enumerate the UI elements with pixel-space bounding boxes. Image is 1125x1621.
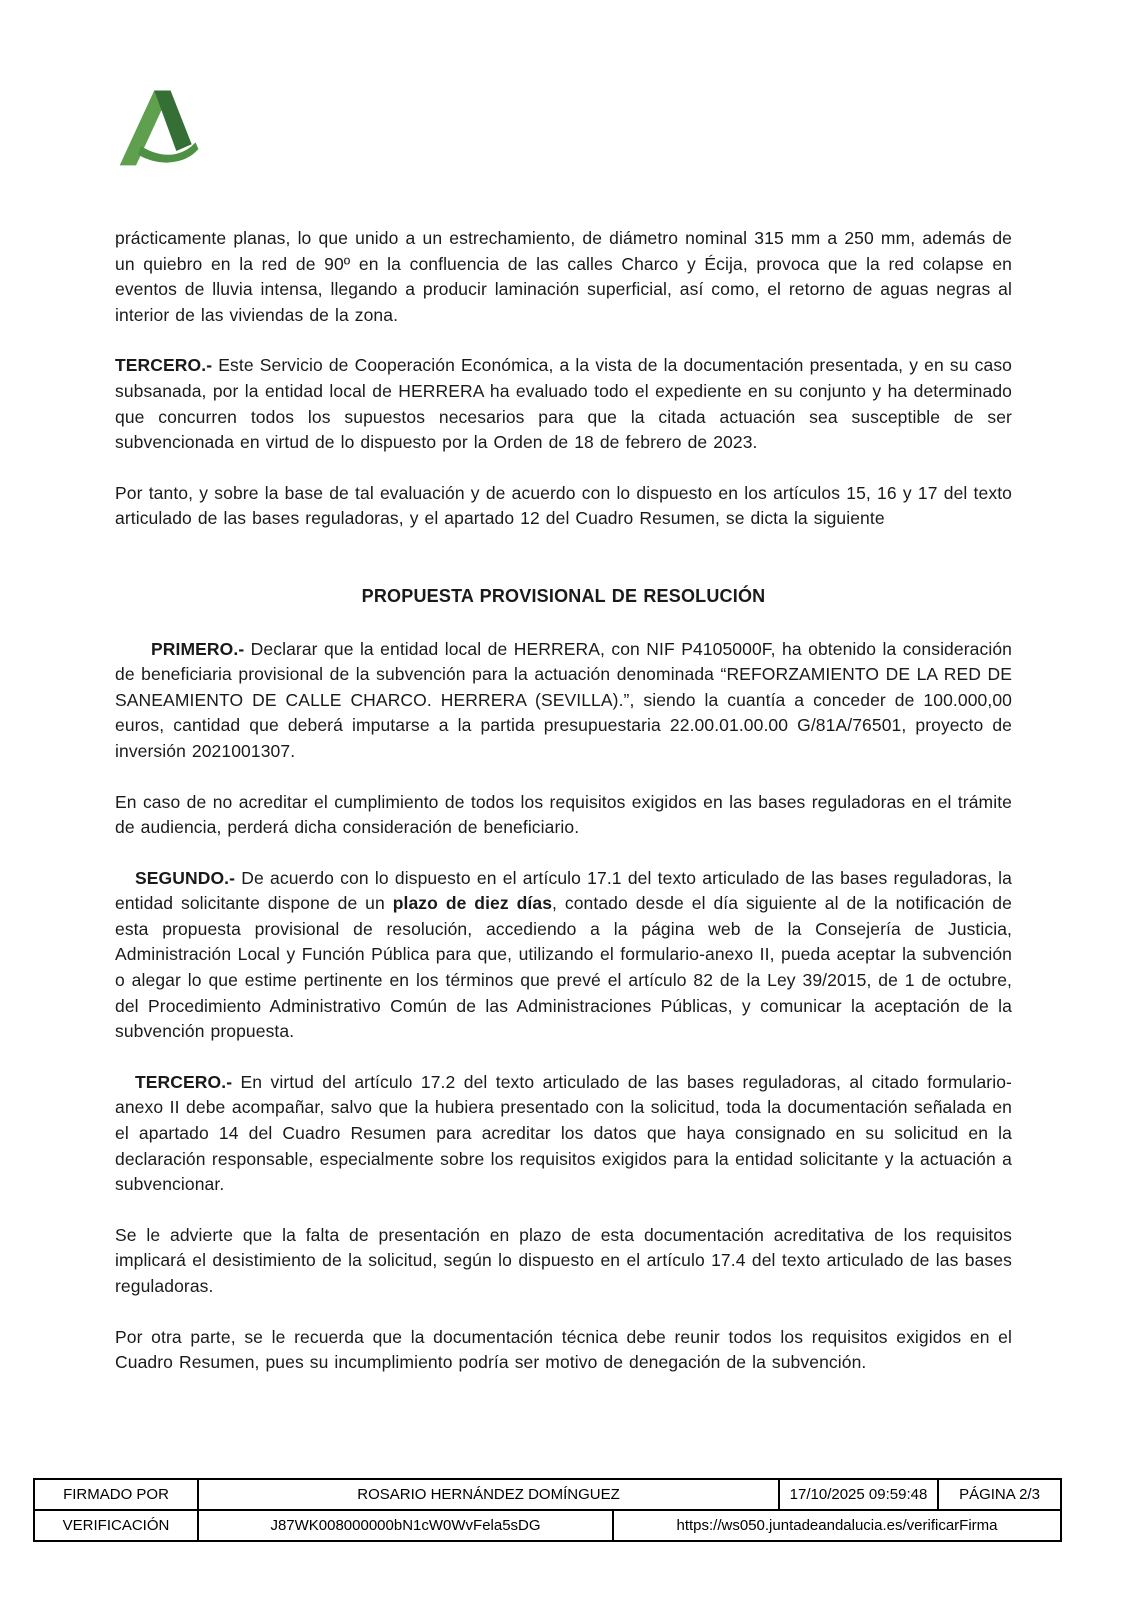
paragraph [115,1223,1012,1300]
paragraph [115,866,1012,1045]
signer-name: ROSARIO HERNÁNDEZ DOMÍNGUEZ [197,1480,778,1509]
paragraph [115,790,1012,841]
paragraph-text: , contado desde el día siguiente al de la notificación de esta propuesta provisional de resolución, accediendo a la página web de la Consejería de Justicia, Administración Local y Función Pública para que, utilizando el formulario-anexo II, pueda aceptar la subvención o alegar lo que estime pertinente en los términos que prevé el artículo 82 de la Ley 39/2015, de 1 de octubre, del Procedimiento Administrativo Común de las Administraciones Públicas, y comunicar la aceptación de la subvención propuesta. [115,893,1012,1042]
paragraph-lead: TERCERO.- [135,1071,233,1092]
paragraph [115,481,1012,532]
verification-row [35,1509,1060,1540]
paragraph [115,1325,1012,1376]
paragraph-text: Declarar que la entidad local de HERRERA, con NIF P4105000F, ha obtenido la consideración de beneficiaria provisional de la subvención para la actuación denominada “REFORZAMIENTO DE LA RED DE SANEAMIENTO DE CALLE CHARCO. HERRERA (SEVILLA).”, siendo la cuantía a conceder de 100.000,00 euros, cantidad que deberá imputarse a la partida presupuestaria 22.00.01.00.00 G/81A/76501, proyecto de inversión 2021001307. [115,638,1012,761]
junta-de-andalucia-logo-icon [112,82,208,170]
document-body [115,226,1012,1401]
signed-by-label: FIRMADO POR [63,1486,169,1503]
paragraph-text: En caso de no acreditar el cumplimiento de todos los requisitos exigidos en las bases reguladoras en el trámite de audiencia, perderá dicha consideración de beneficiario. [115,791,1012,838]
paragraph [115,226,1012,328]
paragraph [115,637,1012,765]
paragraph-text: Por otra parte, se le recuerda que la documentación técnica debe reunir todos los requisitos exigidos en el Cuadro Resumen, pues su incumplimiento podría ser motivo de denegación de la subvención. [115,1326,1012,1373]
paragraph [115,353,1012,455]
signed-by-row [35,1480,1060,1509]
paragraph-text: Por tanto, y sobre la base de tal evaluación y de acuerdo con lo dispuesto en los artículos 15, 16 y 17 del texto articulado de las bases reguladoras, y el apartado 12 del Cuadro Resumen, se dicta la siguiente [115,482,1012,529]
paragraph-text: En virtud del artículo 17.2 del texto articulado de las bases reguladoras, al citado formulario-anexo II debe acompañar, salvo que la hubiera presentado con la solicitud, toda la documentación señalada en el apartado 14 del Cuadro Resumen para acreditar los datos que haya consignado en su solicitud en la declaración responsable, especialmente sobre los requisitos exigidos para la entidad solicitante y la actuación a subvencionar. [115,1071,1012,1195]
paragraph-lead: SEGUNDO.- [135,867,236,888]
paragraph-lead: PRIMERO.- [151,638,245,659]
verification-url: https://ws050.juntadeandalucia.es/verificarFirma [612,1511,1060,1540]
paragraph-text: Se le advierte que la falta de presentación en plazo de esta documentación acreditativa de los requisitos implicará el desistimiento de la solicitud, según lo dispuesto en el artículo 17.4 del texto articulado de las bases reguladoras. [115,1224,1012,1296]
paragraph-text: Este Servicio de Cooperación Económica, a la vista de la documentación presentada, y en su caso subsanada, por la entidad local de HERRERA ha evaluado todo el expediente en su conjunto y ha determinado que concurren todos los supuestos necesarios para que la citada actuación sea susceptible de ser subvencionada en virtud de lo dispuesto por la Orden de 18 de febrero de 2023. [115,355,1012,453]
document-heading: PROPUESTA PROVISIONAL DE RESOLUCIÓN [361,585,766,606]
signature-datetime: 17/10/2025 09:59:48 [778,1480,937,1509]
paragraph-text: De acuerdo con lo dispuesto en el artículo 17.1 del texto articulado de las bases reguladoras, la entidad solicitante dispone de un [115,867,1012,914]
page-indicator: PÁGINA 2/3 [937,1480,1060,1509]
verification-label: VERIFICACIÓN [62,1517,170,1534]
verification-code: J87WK008000000bN1cW0WvFela5sDG [197,1511,612,1540]
paragraph-text: prácticamente planas, lo que unido a un estrechamiento, de diámetro nominal 315 mm a 250 mm, además de un quiebro en la red de 90º en la confluencia de las calles Charco y Écija, provoca que la red colapse en eventos de lluvia intensa, llegando a producir laminación superficial, así como, el retorno de aguas negras al interior de las viviendas de la zona. [115,228,1012,325]
paragraph [115,1070,1012,1198]
paragraph-lead: TERCERO.- [115,355,213,376]
paragraph-bold-phrase: plazo de diez días [392,893,553,914]
signature-verification-table [33,1478,1062,1542]
